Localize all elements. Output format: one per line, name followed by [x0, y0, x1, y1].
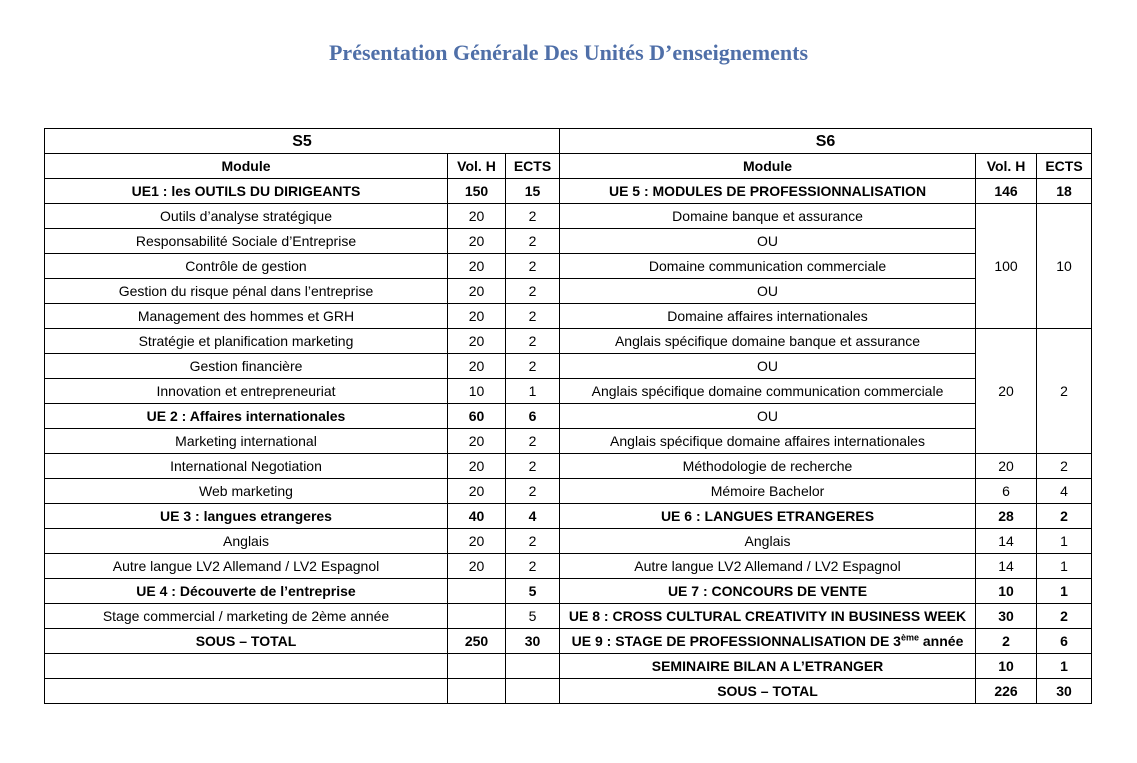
- s6-ects-cell: 1: [1037, 529, 1092, 554]
- s5-ects-cell: 1: [506, 379, 560, 404]
- s5-module-cell: SOUS – TOTAL: [45, 629, 448, 654]
- s6-vol-cell: 226: [976, 679, 1037, 704]
- s5-vol-header: Vol. H: [448, 154, 506, 179]
- s6-module-header: Module: [560, 154, 976, 179]
- table-row: [45, 654, 1092, 679]
- s6-ects-merged-cell: 2: [1037, 329, 1092, 454]
- s5-ects-cell: [506, 654, 560, 679]
- s5-ects-cell: 5: [506, 604, 560, 629]
- s5-module-cell: Innovation et entrepreneuriat: [45, 379, 448, 404]
- s5-vol-cell: 20: [448, 229, 506, 254]
- s6-vol-cell: 2: [976, 629, 1037, 654]
- table-row: [45, 379, 1092, 404]
- s5-ects-cell: 4: [506, 504, 560, 529]
- s5-module-cell: [45, 679, 448, 704]
- s5-vol-cell: 150: [448, 179, 506, 204]
- table-row: [45, 179, 1092, 204]
- s5-module-header: Module: [45, 154, 448, 179]
- s6-module-cell: OU: [560, 354, 976, 379]
- s6-module-cell: UE 6 : LANGUES ETRANGERES: [560, 504, 976, 529]
- s5-module-cell: UE 4 : Découverte de l’entreprise: [45, 579, 448, 604]
- table-row: [45, 279, 1092, 304]
- table-row: [45, 629, 1092, 654]
- s6-module-cell: UE 7 : CONCOURS DE VENTE: [560, 579, 976, 604]
- s6-module-cell: Anglais spécifique domaine banque et assurance: [560, 329, 976, 354]
- s5-module-cell: UE1 : les OUTILS DU DIRIGEANTS: [45, 179, 448, 204]
- table-row: [45, 404, 1092, 429]
- s5-vol-cell: 60: [448, 404, 506, 429]
- s5-ects-cell: 2: [506, 429, 560, 454]
- s5-vol-cell: 20: [448, 204, 506, 229]
- s6-module-cell: Domaine banque et assurance: [560, 204, 976, 229]
- s5-vol-cell: 20: [448, 329, 506, 354]
- table-row: [45, 454, 1092, 479]
- s6-module-cell: OU: [560, 229, 976, 254]
- s6-ects-cell: 2: [1037, 604, 1092, 629]
- table-row: [45, 429, 1092, 454]
- s6-vol-cell: 20: [976, 454, 1037, 479]
- s5-ects-cell: 2: [506, 479, 560, 504]
- s5-module-cell: Web marketing: [45, 479, 448, 504]
- s6-ects-cell: 1: [1037, 654, 1092, 679]
- s5-ects-cell: 6: [506, 404, 560, 429]
- s6-vol-merged-cell: 20: [976, 329, 1037, 454]
- s5-module-cell: Stratégie et planification marketing: [45, 329, 448, 354]
- table-row: [45, 679, 1092, 704]
- s5-module-cell: Outils d’analyse stratégique: [45, 204, 448, 229]
- s5-ects-cell: 2: [506, 354, 560, 379]
- table-row: [45, 604, 1092, 629]
- s6-ects-cell: 4: [1037, 479, 1092, 504]
- table-row: [45, 529, 1092, 554]
- s5-ects-cell: 2: [506, 229, 560, 254]
- s6-ects-cell: 6: [1037, 629, 1092, 654]
- s5-module-cell: Management des hommes et GRH: [45, 304, 448, 329]
- table-row: [45, 554, 1092, 579]
- s5-vol-cell: 20: [448, 454, 506, 479]
- s6-vol-cell: 30: [976, 604, 1037, 629]
- s5-module-cell: International Negotiation: [45, 454, 448, 479]
- s6-vol-cell: 6: [976, 479, 1037, 504]
- table-row: [45, 354, 1092, 379]
- s6-ects-header: ECTS: [1037, 154, 1092, 179]
- s5-module-cell: Contrôle de gestion: [45, 254, 448, 279]
- table-row: [45, 479, 1092, 504]
- s6-module-cell: SEMINAIRE BILAN A L’ETRANGER: [560, 654, 976, 679]
- s5-module-cell: Gestion du risque pénal dans l’entreprise: [45, 279, 448, 304]
- s5-vol-cell: 20: [448, 479, 506, 504]
- s6-module-superscript: ème: [900, 631, 919, 642]
- s6-module-cell: OU: [560, 404, 976, 429]
- s5-vol-cell: 250: [448, 629, 506, 654]
- s6-ects-cell: 2: [1037, 504, 1092, 529]
- s5-module-cell: Marketing international: [45, 429, 448, 454]
- s6-module-text: UE 9 : STAGE DE PROFESSIONNALISATION DE 3: [571, 632, 901, 649]
- s5-ects-cell: 15: [506, 179, 560, 204]
- s6-ects-merged-cell: 10: [1037, 204, 1092, 329]
- s6-module-cell: Domaine communication commerciale: [560, 254, 976, 279]
- s5-module-cell: Responsabilité Sociale d’Entreprise: [45, 229, 448, 254]
- s5-ects-cell: 2: [506, 304, 560, 329]
- s6-module-cell: Anglais: [560, 529, 976, 554]
- table-row: [45, 204, 1092, 229]
- s5-vol-cell: 20: [448, 279, 506, 304]
- s5-ects-cell: 30: [506, 629, 560, 654]
- s5-vol-cell: 10: [448, 379, 506, 404]
- s5-ects-cell: 2: [506, 329, 560, 354]
- s6-vol-cell: 14: [976, 554, 1037, 579]
- s5-ects-cell: 2: [506, 279, 560, 304]
- s6-vol-cell: 146: [976, 179, 1037, 204]
- s6-ects-cell: 30: [1037, 679, 1092, 704]
- semester-s6-header: S6: [560, 129, 1092, 154]
- s5-vol-cell: 20: [448, 529, 506, 554]
- s5-ects-cell: 2: [506, 204, 560, 229]
- s5-ects-cell: 2: [506, 529, 560, 554]
- s5-module-cell: Autre langue LV2 Allemand / LV2 Espagnol: [45, 554, 448, 579]
- s5-vol-cell: [448, 654, 506, 679]
- s5-vol-cell: 20: [448, 429, 506, 454]
- s5-module-cell: Gestion financière: [45, 354, 448, 379]
- s5-vol-cell: [448, 579, 506, 604]
- s6-vol-cell: 10: [976, 654, 1037, 679]
- s6-module-cell: SOUS – TOTAL: [560, 679, 976, 704]
- s6-module-cell: Domaine affaires internationales: [560, 304, 976, 329]
- table-row: [45, 304, 1092, 329]
- s5-ects-header: ECTS: [506, 154, 560, 179]
- s5-ects-cell: 2: [506, 554, 560, 579]
- table-row: [45, 329, 1092, 354]
- s6-ects-cell: 1: [1037, 554, 1092, 579]
- s6-module-cell: UE 8 : CROSS CULTURAL CREATIVITY IN BUSINESS WEEK: [560, 604, 976, 629]
- s6-module-cell: OU: [560, 279, 976, 304]
- s6-vol-merged-cell: 100: [976, 204, 1037, 329]
- page-title: Présentation Générale Des Unités D’enseignements: [328, 40, 808, 65]
- s5-vol-cell: 40: [448, 504, 506, 529]
- s6-vol-cell: 14: [976, 529, 1037, 554]
- s5-vol-cell: [448, 679, 506, 704]
- s6-module-cell: UE 5 : MODULES DE PROFESSIONNALISATION: [560, 179, 976, 204]
- s6-ects-cell: 2: [1037, 454, 1092, 479]
- s6-ects-cell: 1: [1037, 579, 1092, 604]
- s6-module-cell: Anglais spécifique domaine affaires internationales: [560, 429, 976, 454]
- s6-module-cell: Méthodologie de recherche: [560, 454, 976, 479]
- s6-module-cell: Autre langue LV2 Allemand / LV2 Espagnol: [560, 554, 976, 579]
- s6-vol-header: Vol. H: [976, 154, 1037, 179]
- s5-module-cell: UE 3 : langues etrangeres: [45, 504, 448, 529]
- s6-vol-cell: 10: [976, 579, 1037, 604]
- table-row: [45, 579, 1092, 604]
- s5-vol-cell: 20: [448, 304, 506, 329]
- semester-s5-header: S5: [45, 129, 560, 154]
- s6-module-text-end: année: [919, 632, 964, 649]
- ue-table-body: [45, 179, 1092, 704]
- s5-vol-cell: 20: [448, 254, 506, 279]
- s5-vol-cell: 20: [448, 354, 506, 379]
- s5-module-cell: Stage commercial / marketing de 2ème année: [45, 604, 448, 629]
- s5-module-cell: Anglais: [45, 529, 448, 554]
- s5-vol-cell: 20: [448, 554, 506, 579]
- s5-vol-cell: [448, 604, 506, 629]
- table-row: [45, 254, 1092, 279]
- s6-ects-cell: 18: [1037, 179, 1092, 204]
- table-row: [45, 504, 1092, 529]
- s5-ects-cell: [506, 679, 560, 704]
- s5-ects-cell: 2: [506, 454, 560, 479]
- s6-module-cell: Anglais spécifique domaine communication commerciale: [560, 379, 976, 404]
- table-row: [45, 229, 1092, 254]
- s6-vol-cell: 28: [976, 504, 1037, 529]
- s5-ects-cell: 5: [506, 579, 560, 604]
- s6-module-cell: Mémoire Bachelor: [560, 479, 976, 504]
- s5-module-cell: UE 2 : Affaires internationales: [45, 404, 448, 429]
- s5-ects-cell: 2: [506, 254, 560, 279]
- s5-module-cell: [45, 654, 448, 679]
- s6-module-cell: [560, 629, 976, 654]
- ue-table: [44, 128, 1092, 704]
